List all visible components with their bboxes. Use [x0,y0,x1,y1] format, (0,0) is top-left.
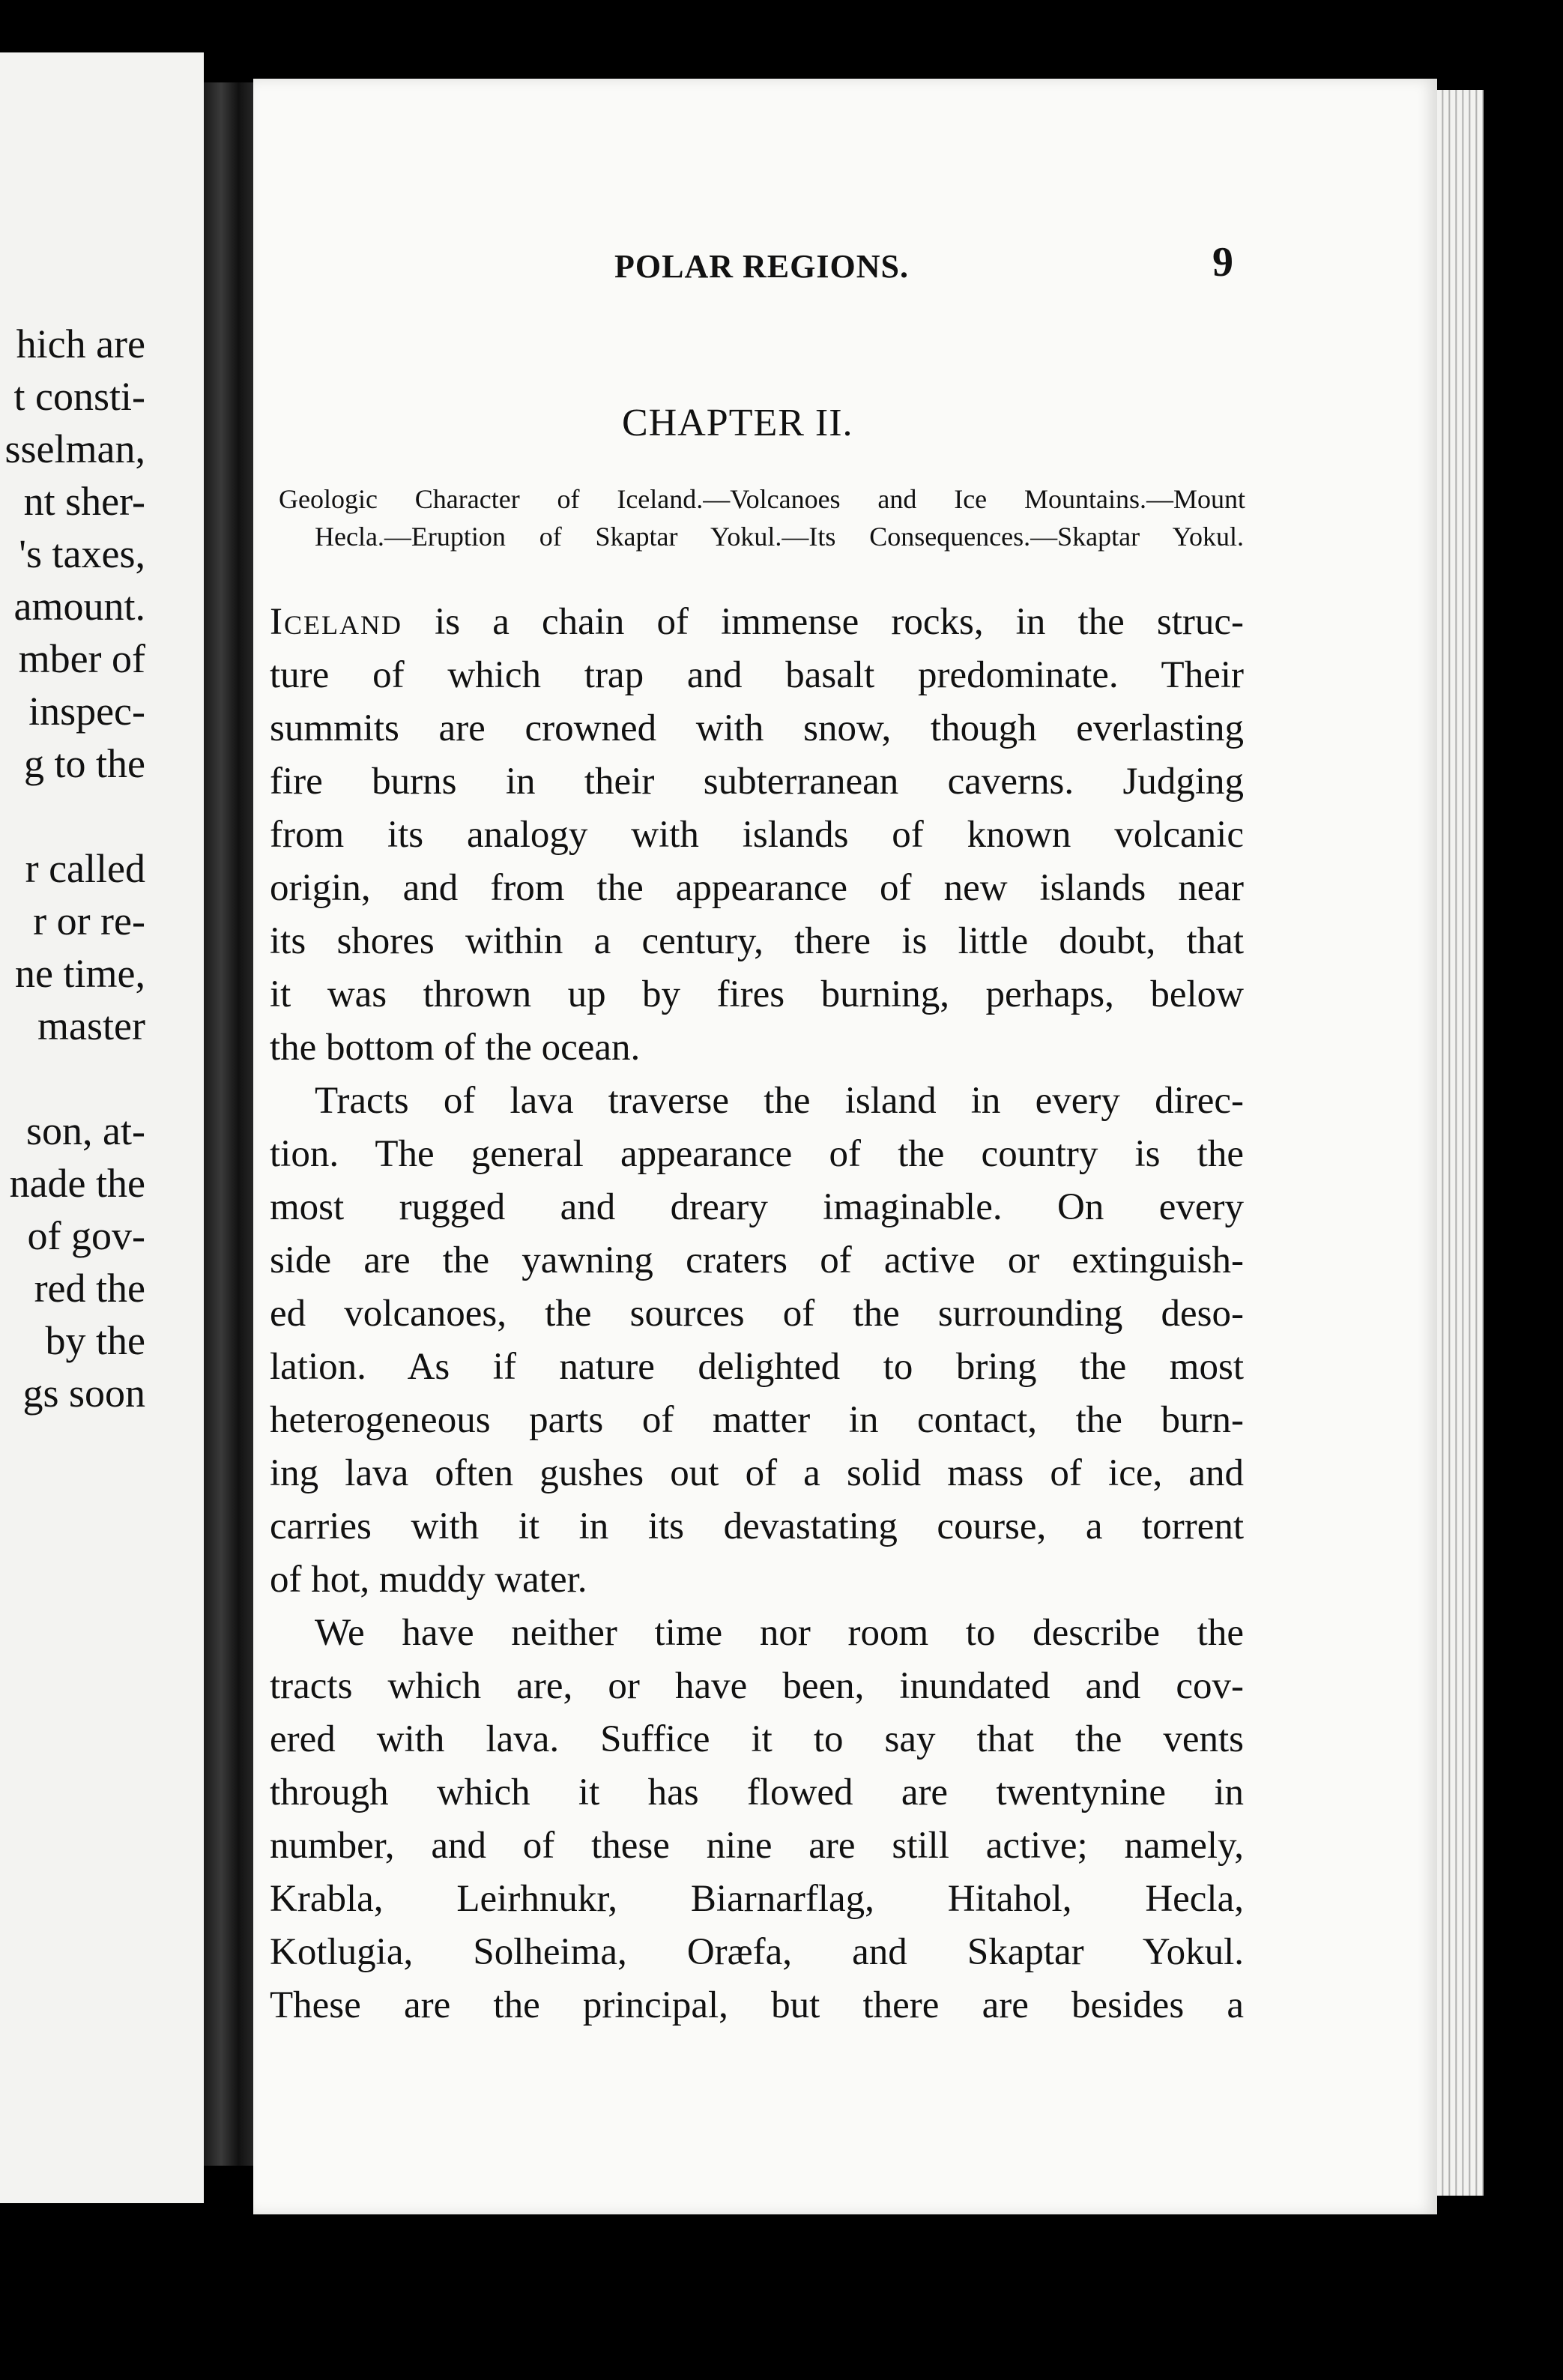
left-page-line: r called [25,846,145,891]
left-page-line: r or re- [33,898,145,943]
text-line: lation. As if nature delighted to bring the most [270,1346,1244,1388]
book-gutter [204,82,253,2166]
chapter-title: CHAPTER II. [622,402,853,444]
chapter-summary-line: Geologic Character of Iceland.—Volcanoes and Ice Mountains.—Mount [279,484,1245,514]
left-page-line: sselman, [4,426,145,471]
text-line: Krabla, Leirhnukr, Biarnarflag, Hitahol, Hecla, [270,1878,1244,1920]
page-number: 9 [1212,239,1233,286]
text-line: Iceland is a chain of immense rocks, in the struc- [270,601,1244,643]
text-line: fire burns in their subterranean caverns. Judging [270,761,1244,803]
text-line: ered with lava. Suffice it to say that the vents [270,1718,1244,1760]
text-line: Tracts of lava traverse the island in every direc- [315,1080,1244,1122]
text-line: its shores within a century, there is little doubt, that [270,920,1244,962]
paragraph [270,1607,1244,2032]
left-page-line: by the [45,1318,145,1363]
left-page-line: g to the [24,741,145,786]
text-line: most rugged and dreary imaginable. On every [270,1186,1244,1228]
text-line: ture of which trap and basalt predominate. Their [270,654,1244,696]
left-page-line: t consti- [13,374,145,419]
text-line: We have neither time nor room to describe the [315,1612,1244,1654]
text-line: These are the principal, but there are besides a [270,1984,1244,2026]
text-line: summits are crowned with snow, though everlasting [270,707,1244,749]
text-line: it was thrown up by fires burning, perhaps, below [270,973,1244,1015]
left-page-line: mber of [18,636,145,681]
text-line: carries with it in its devastating course, a torrent [270,1505,1244,1547]
text-line: tion. The general appearance of the country is the [270,1133,1244,1175]
left-page-line: gs soon [22,1371,145,1416]
running-head: POLAR REGIONS. [614,248,909,285]
left-page-line: master [37,1003,145,1048]
text-line: heterogeneous parts of matter in contact, the burn- [270,1399,1244,1441]
left-page-line: 's taxes, [19,531,145,576]
text-line: of hot, muddy water. [270,1559,587,1601]
text-line: side are the yawning craters of active or extinguish- [270,1239,1244,1281]
text-line: origin, and from the appearance of new islands near [270,867,1244,909]
left-page-line: ne time, [15,951,145,996]
text-line: Kotlugia, Solheima, Oræfa, and Skaptar Yokul. [270,1931,1244,1973]
text-line: number, and of these nine are still active; namely, [270,1825,1244,1867]
text-line: tracts which are, or have been, inundated and cov- [270,1665,1244,1707]
text-line: ing lava often gushes out of a solid mass of ice, and [270,1452,1244,1494]
text-line: the bottom of the ocean. [270,1027,641,1069]
paragraph [270,596,1244,1075]
paragraph [270,1075,1244,1607]
left-page-line: amount. [13,584,145,629]
left-page-line: red the [34,1266,145,1311]
text-line: through which it has flowed are twentynine in [270,1772,1244,1813]
left-page-line: nade the [9,1161,145,1206]
left-page-line: inspec- [28,689,145,734]
text-line: ed volcanoes, the sources of the surrounding deso- [270,1293,1244,1335]
chapter-summary-line: Hecla.—Eruption of Skaptar Yokul.—Its Consequences.—Skaptar Yokul. [315,522,1244,552]
left-page-line: of gov- [27,1213,145,1258]
drop-word: Iceland [270,601,402,643]
left-page-line: son, at- [26,1108,145,1153]
text-line: from its analogy with islands of known volcanic [270,814,1244,856]
left-page-fragment [0,52,204,2203]
page-edge [1437,90,1484,2196]
left-page-line: hich are [16,321,145,366]
left-page-line: nt sher- [23,479,145,524]
